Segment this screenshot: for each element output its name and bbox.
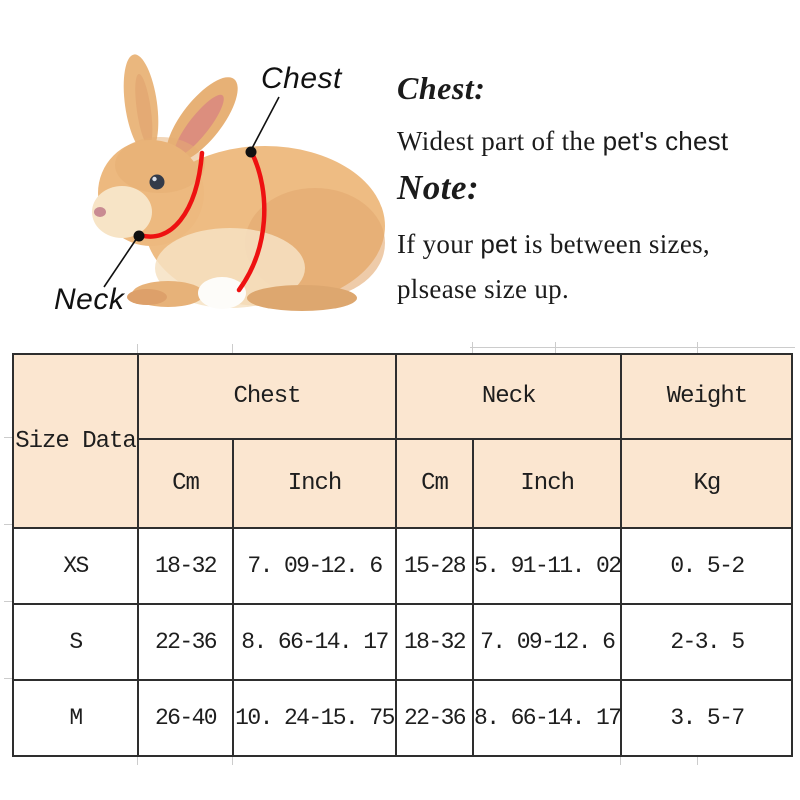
rabbit-nose bbox=[94, 207, 106, 217]
note-line-1-post: is between sizes, bbox=[517, 229, 710, 259]
size-cell: M bbox=[13, 680, 138, 756]
gridline-artifact bbox=[137, 757, 138, 765]
chest-heading: Chest: bbox=[397, 70, 486, 106]
gridline-artifact bbox=[137, 344, 138, 353]
neck-cm-cell: 22-36 bbox=[396, 680, 473, 756]
neck-group-header: Neck bbox=[396, 354, 621, 439]
size-cell: XS bbox=[13, 528, 138, 604]
gridline-artifact bbox=[470, 347, 795, 348]
size-row-xs bbox=[13, 528, 792, 604]
neck-inch-cell: 5. 91-11. 02 bbox=[473, 528, 621, 604]
chest-cm-cell: 26-40 bbox=[138, 680, 233, 756]
gridline-artifact bbox=[697, 342, 698, 353]
neck-inch-header: Inch bbox=[473, 439, 621, 528]
chest-cm-cell: 18-32 bbox=[138, 528, 233, 604]
size-table bbox=[12, 353, 793, 757]
note-line-1 bbox=[397, 229, 710, 260]
size-data-corner-cell: Size Data bbox=[13, 354, 138, 528]
chest-callout-label: Chest bbox=[261, 62, 342, 95]
size-row-m bbox=[13, 680, 792, 756]
note-line-2: plsease size up. bbox=[397, 274, 569, 304]
chest-description-sans: pet's chest bbox=[602, 126, 729, 156]
gridline-artifact bbox=[232, 757, 233, 765]
weight-cell: 0. 5-2 bbox=[621, 528, 792, 604]
neck-cm-cell: 18-32 bbox=[396, 604, 473, 680]
chest-callout-line bbox=[249, 97, 279, 154]
note-line-1-pre: If your bbox=[397, 229, 481, 259]
chest-description-serif: Widest part of the bbox=[397, 126, 603, 156]
neck-point-dot bbox=[134, 231, 145, 242]
size-cell: S bbox=[13, 604, 138, 680]
note-line-1-sans: pet bbox=[480, 229, 518, 259]
size-table-section bbox=[12, 353, 793, 757]
neck-callout-line bbox=[104, 238, 137, 287]
gridline-artifact bbox=[697, 757, 698, 765]
neck-cm-header: Cm bbox=[396, 439, 473, 528]
chest-point-dot bbox=[246, 147, 257, 158]
chest-group-header: Chest bbox=[138, 354, 396, 439]
size-row-s bbox=[13, 604, 792, 680]
neck-callout-label: Neck bbox=[54, 283, 125, 316]
gridline-artifact bbox=[620, 757, 621, 765]
weight-group-header: Weight bbox=[621, 354, 792, 439]
chest-inch-cell: 8. 66-14. 17 bbox=[233, 604, 396, 680]
chest-cm-header: Cm bbox=[138, 439, 233, 528]
chest-description bbox=[397, 126, 728, 157]
chest-inch-cell: 10. 24-15. 75 bbox=[233, 680, 396, 756]
weight-cell: 3. 5-7 bbox=[621, 680, 792, 756]
rabbit-eye bbox=[150, 175, 165, 190]
group-header-row bbox=[13, 354, 792, 439]
neck-inch-cell: 7. 09-12. 6 bbox=[473, 604, 621, 680]
weight-cell: 2-3. 5 bbox=[621, 604, 792, 680]
note-heading: Note: bbox=[397, 168, 480, 207]
neck-inch-cell: 8. 66-14. 17 bbox=[473, 680, 621, 756]
chest-inch-header: Inch bbox=[233, 439, 396, 528]
chest-cm-cell: 22-36 bbox=[138, 604, 233, 680]
gridline-artifact bbox=[232, 344, 233, 353]
gridline-artifact bbox=[555, 342, 556, 353]
measurement-diagram-section bbox=[0, 0, 800, 348]
weight-kg-header: Kg bbox=[621, 439, 792, 528]
chest-inch-cell: 7. 09-12. 6 bbox=[233, 528, 396, 604]
gridline-artifact bbox=[472, 342, 473, 353]
neck-cm-cell: 15-28 bbox=[396, 528, 473, 604]
